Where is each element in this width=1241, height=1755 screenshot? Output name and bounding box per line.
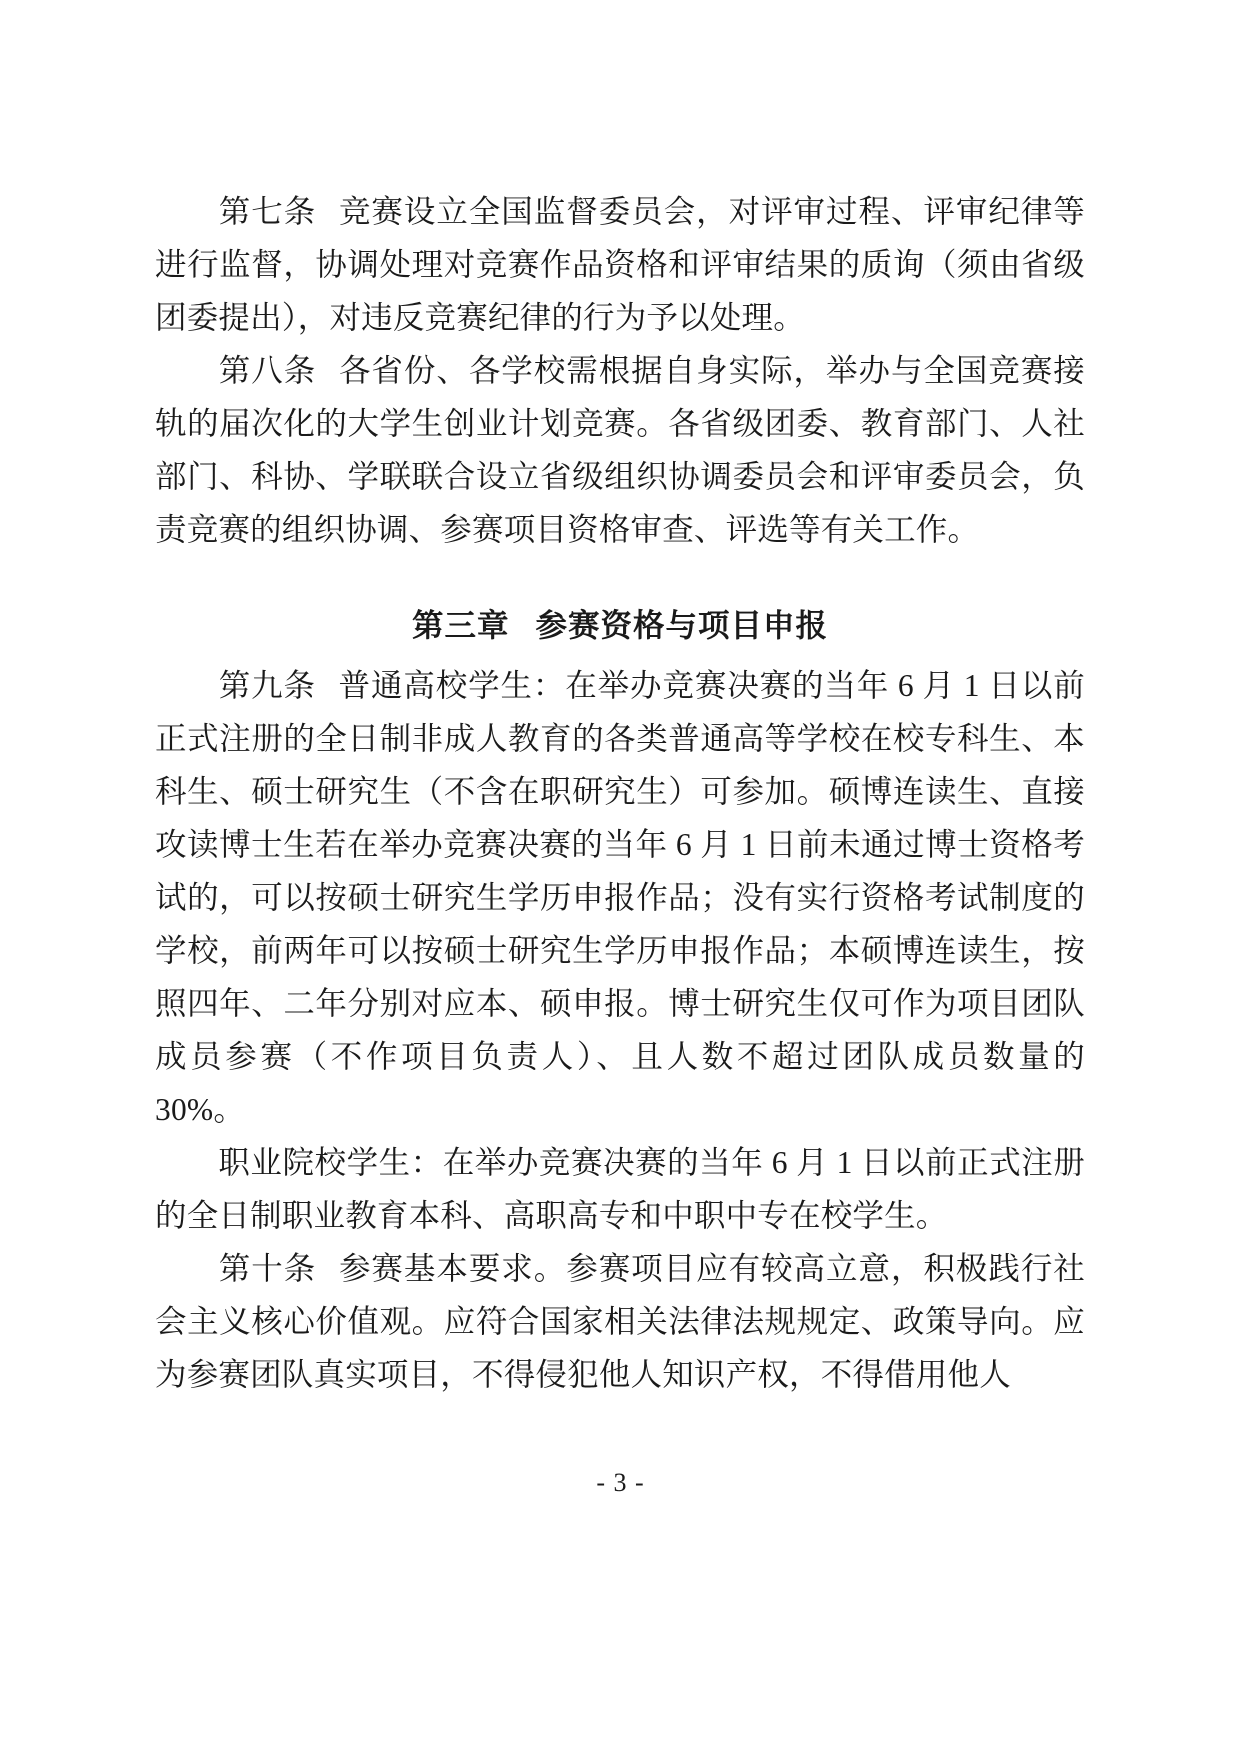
article-ten-text: 参赛基本要求。参赛项目应有较高立意，积极践行社会主义核心价值观。应符合国家相关法律法规规定、政策导向。应为参赛团队真实项目，不得侵犯他人知识产权，不得借用他人 xyxy=(155,1251,1085,1392)
document-body xyxy=(155,185,1085,1401)
chapter-number: 第三章 xyxy=(411,608,510,644)
chapter-title: 参赛资格与项目申报 xyxy=(535,608,829,644)
paragraph-article-nine xyxy=(155,659,1085,1136)
paragraph-article-eight xyxy=(155,344,1085,556)
paragraph-article-seven xyxy=(155,185,1085,344)
article-ten-lead: 第十条 xyxy=(218,1251,317,1286)
article-eight-text: 各省份、各学校需根据自身实际，举办与全国竞赛接轨的届次化的大学生创业计划竞赛。各省级团委、教育部门、人社部门、科协、学联联合设立省级组织协调委员会和评审委员会，负责竞赛的组织协调、参赛项目资格审查、评选等有关工作。 xyxy=(155,353,1085,547)
article-seven-lead: 第七条 xyxy=(218,194,317,229)
article-eight-lead: 第八条 xyxy=(218,353,317,388)
chapter-three-heading xyxy=(155,600,1085,653)
page-number: - 3 - xyxy=(596,1468,645,1497)
article-nine-lead: 第九条 xyxy=(218,668,316,703)
paragraph-vocational-students xyxy=(155,1136,1085,1242)
article-seven-text: 竞赛设立全国监督委员会，对评审过程、评审纪律等进行监督，协调处理对竞赛作品资格和评审结果的质询（须由省级团委提出），对违反竞赛纪律的行为予以处理。 xyxy=(155,194,1085,335)
paragraph-article-ten xyxy=(155,1242,1085,1401)
article-nine-text: 普通高校学生：在举办竞赛决赛的当年 6 月 1 日以前正式注册的全日制非成人教育的各类普通高等学校在校专科生、本科生、硕士研究生（不含在职研究生）可参加。硕博连读生、直接攻读博士生若在举办竞赛决赛的当年 6 月 1 日前未通过博士资格考试的，可以按硕士研究生学历申报作品；没有实行资格考试制度的学校，前两年可以按硕士研究生学历申报作品；本硕博连读生，按照四年、二年分别对应本、硕申报。博士研究生仅可作为项目团队成员参赛（不作项目负责人）、且人数不超过团队成员数量的 30%。 xyxy=(155,668,1085,1127)
vocational-students-text: 职业院校学生：在举办竞赛决赛的当年 6 月 1 日以前正式注册的全日制职业教育本科、高职高专和中职中专在校学生。 xyxy=(155,1145,1085,1233)
